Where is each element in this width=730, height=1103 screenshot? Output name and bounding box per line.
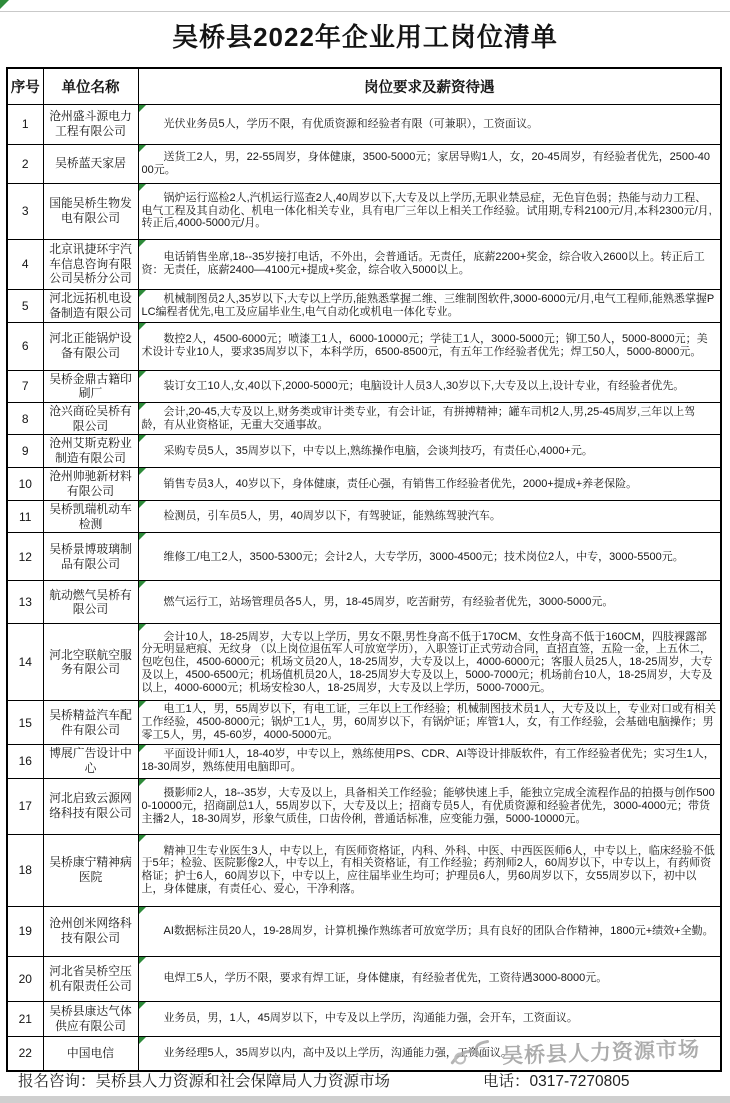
table-row <box>7 834 721 906</box>
job-table-body <box>7 104 721 1071</box>
row-serial-number: 17 <box>7 778 43 834</box>
error-triangle-icon <box>139 468 146 475</box>
header-row <box>7 68 721 104</box>
job-requirements-text: 业务员，男，1人，45周岁以下，中专及以上学历，沟通能力强，会开车，工资面议。 <box>163 1012 578 1025</box>
company-name: 吴桥精益汽车配件有限公司 <box>43 701 138 744</box>
footer <box>6 1066 724 1094</box>
job-requirements-text: 电焊工5人，学历不限，要求有焊工证，身体健康，有经验者优先，工资待遇3000-8000元。 <box>163 972 608 985</box>
table-row <box>7 289 721 322</box>
error-triangle-icon <box>139 533 146 540</box>
job-requirements-text: 摄影师2人，18--35岁，大专及以上，具备相关工作经验；能够快速上手，能独立完成全流程作品的拍摄与创作5000-10000元，招商副总1人，55周岁以下，大专及以上；招商专员5人，有优质资源和经验者优先，3000-4000元；带货主播2人，18-30周岁，形象气质佳，口齿伶俐，普通话标准，应变能力强，5000-10000元。 <box>141 787 715 825</box>
job-requirements-text: 销售专员3人，40岁以下，身体健康，责任心强，有销售工作经验者优先，2000+提成+养老保险。 <box>163 477 638 490</box>
error-triangle-icon <box>139 371 146 378</box>
error-triangle-icon <box>139 581 146 588</box>
job-requirements-text: 精神卫生专业医生3人，中专以上，有医师资格证，内科、外科、中医、中西医医师6人，中专以上，临床经验不低于5年；检验、医院影像2人，中专以上，有相关资格证，有工作经验；药剂师2人，60周岁以下，中专以上，有药师资格证；护士6人，60周岁以下，中专以上，应往届毕业生均可；护理员6人，男60周岁以下，女55周岁以下，初中以上，身体健康，有责任心、爱心，干净利落。 <box>141 844 715 895</box>
company-name: 河北正能锅炉设备有限公司 <box>43 322 138 370</box>
job-requirements-cell <box>138 906 721 956</box>
row-serial-number: 3 <box>7 183 43 239</box>
company-name: 航动燃气吴桥有限公司 <box>43 581 138 624</box>
error-triangle-icon <box>139 907 146 914</box>
company-name: 吴桥凯瑞机动车检测 <box>43 500 138 532</box>
job-requirements-text: 锅炉运行巡检2人,汽机运行巡查2人,40周岁以下,大专及以上学历,无职业禁忌症，无色盲色弱；热能与动力工程、电气工程及其自动化、机电一体化相关专业，具有电厂三年以上相关工作经验。试用期,专科2100元/月,本科2300元/月,转正后,4000-5000元/月。 <box>141 191 712 230</box>
row-serial-number: 21 <box>7 1001 43 1036</box>
company-name: 吴桥金鼎古籍印刷厂 <box>43 370 138 402</box>
row-serial-number: 1 <box>7 104 43 144</box>
row-serial-number: 18 <box>7 834 43 906</box>
error-triangle-icon <box>139 1002 146 1009</box>
header-serial: 序号 <box>7 68 43 104</box>
table-row <box>7 906 721 956</box>
error-triangle-icon <box>139 1037 146 1044</box>
job-requirements-text: 平面设计师1人，18-40岁，中专以上，熟练使用PS、CDR、AI等设计排版软件，有工作经验者优先；实习生1人，18-30周岁，熟练使用电脑即可。 <box>141 748 715 774</box>
company-name: 吴桥康宁精神病医院 <box>43 834 138 906</box>
footer-consult-text: 报名咨询：吴桥县人力资源和社会保障局人力资源市场 <box>18 1073 391 1090</box>
company-name: 吴桥县康达气体供应有限公司 <box>43 1001 138 1036</box>
error-triangle-icon <box>139 835 146 842</box>
job-table <box>6 67 722 1072</box>
error-triangle-icon <box>139 240 146 247</box>
job-requirements-cell <box>138 239 721 289</box>
job-requirements-cell <box>138 500 721 532</box>
table-row <box>7 500 721 532</box>
company-name: 北京讯捷环宇汽车信息咨询有限公司吴桥分公司 <box>43 239 138 289</box>
job-requirements-cell <box>138 144 721 183</box>
error-triangle-icon <box>139 624 146 631</box>
row-serial-number: 12 <box>7 533 43 581</box>
job-requirements-cell <box>138 289 721 322</box>
table-row <box>7 624 721 701</box>
table-row <box>7 467 721 500</box>
company-name: 河北启致云源网络科技有限公司 <box>43 778 138 834</box>
job-table-header <box>7 68 721 104</box>
job-requirements-cell <box>138 467 721 500</box>
row-serial-number: 20 <box>7 956 43 1001</box>
table-row <box>7 402 721 434</box>
error-triangle-icon <box>139 701 146 708</box>
page-corner-flag-icon <box>0 0 9 9</box>
row-serial-number: 6 <box>7 322 43 370</box>
row-serial-number: 16 <box>7 744 43 778</box>
company-name: 河北省吴桥空压机有限责任公司 <box>43 956 138 1001</box>
row-serial-number: 7 <box>7 370 43 402</box>
job-requirements-text: AI数据标注员20人，19-28周岁，计算机操作熟练者可放宽学历；具有良好的团队合作精神，1800元+绩效+全勤。 <box>163 924 714 937</box>
job-requirements-text: 业务经理5人，35周岁以内，高中及以上学历，沟通能力强，工资面议。 <box>163 1047 512 1059</box>
company-name: 沧州盛斗源电力工程有限公司 <box>43 104 138 144</box>
error-triangle-icon <box>139 957 146 964</box>
company-name: 吴桥景博玻璃制品有限公司 <box>43 533 138 581</box>
company-name: 国能吴桥生物发电有限公司 <box>43 183 138 239</box>
bottom-strip <box>0 1096 730 1103</box>
company-name: 吴桥蓝天家居 <box>43 144 138 183</box>
job-requirements-text: 燃气运行工，站场管理员各5人，男，18-45周岁，吃苦耐劳，有经验者优先，3000-5000元。 <box>163 596 614 608</box>
table-row <box>7 370 721 402</box>
table-row <box>7 956 721 1001</box>
row-serial-number: 5 <box>7 289 43 322</box>
table-row <box>7 778 721 834</box>
table-row <box>7 744 721 778</box>
table-row <box>7 701 721 744</box>
table-row <box>7 239 721 289</box>
row-serial-number: 19 <box>7 906 43 956</box>
footer-phone-text: 电话：0317-7270805 <box>483 1073 630 1090</box>
row-serial-number: 8 <box>7 402 43 434</box>
header-requirements: 岗位要求及薪资待遇 <box>138 68 721 104</box>
job-requirements-cell <box>138 104 721 144</box>
row-serial-number: 9 <box>7 435 43 467</box>
job-requirements-cell <box>138 402 721 434</box>
row-serial-number: 11 <box>7 500 43 532</box>
job-requirements-cell <box>138 322 721 370</box>
job-requirements-cell <box>138 744 721 778</box>
job-requirements-text: 电话销售坐席,18--35岁接打电话，不外出，会普通话。无责任，底薪2200+奖金，综合收入2600以上。转正后工资：无责任，底薪2400—4100元+提成+奖金，综合收入5000以上。 <box>141 251 705 276</box>
table-row <box>7 144 721 183</box>
error-triangle-icon <box>139 323 146 330</box>
job-requirements-text: 光伏业务员5人，学历不限，有优质资源和经验者有限（可兼职），工资面议。 <box>163 117 539 130</box>
error-triangle-icon <box>139 145 146 152</box>
row-serial-number: 15 <box>7 701 43 744</box>
table-row <box>7 435 721 467</box>
table-row <box>7 322 721 370</box>
error-triangle-icon <box>139 779 146 786</box>
job-requirements-cell <box>138 624 721 701</box>
job-requirements-text: 机械制图员2人,35岁以下,大专以上学历,能熟悉掌握二维、三维制图软件,3000-6000元/月,电气工程师,能熟悉掌握PLC编程者优先,电工及应届毕业生,电气自动化或机电一体化专业。 <box>141 292 715 318</box>
top-gridline <box>0 11 730 12</box>
error-triangle-icon <box>139 105 146 112</box>
job-requirements-text: 送货工2人，男，22-55周岁，身体健康，3500-5000元；家居导购1人，女，20-45周岁，有经验者优先，2500-4000元。 <box>141 150 710 176</box>
job-requirements-cell <box>138 778 721 834</box>
company-name: 中国电信 <box>43 1036 138 1071</box>
job-requirements-cell <box>138 533 721 581</box>
job-requirements-text: 数控2人，4500-6000元；喷漆工1人，6000-10000元；学徒工1人，3000-5000元；铆工50人，5000-8000元；美术设计专业10人，要求35周岁以下，本科学历，6500-8500元，有五年工作经验者优先；焊工50人，5000-8000元。 <box>141 333 708 358</box>
company-name: 河北远拓机电设备制造有限公司 <box>43 289 138 322</box>
table-row <box>7 533 721 581</box>
job-requirements-text: 会计,20-45,大专及以上,财务类或审计类专业，有会计证，有拼搏精神；罐车司机2人,男,25-45周岁,三年以上驾龄，有从业资格证，无重大交通事故。 <box>141 405 696 431</box>
company-name: 河北空联航空服务有限公司 <box>43 624 138 701</box>
job-requirements-text: 装订女工10人,女,40以下,2000-5000元；电脑设计人员3人,30岁以下,大专及以上,设计专业，有经验者优先。 <box>163 379 685 392</box>
error-triangle-icon <box>139 501 146 508</box>
row-serial-number: 14 <box>7 624 43 701</box>
job-requirements-cell <box>138 370 721 402</box>
company-name: 博展广告设计中心 <box>43 744 138 778</box>
watermark-text: 吴桥县人力资源市场 <box>501 1037 701 1068</box>
row-serial-number: 22 <box>7 1036 43 1071</box>
job-requirements-cell <box>138 1001 721 1036</box>
table-row <box>7 183 721 239</box>
header-company: 单位名称 <box>43 68 138 104</box>
job-requirements-text: 检测员，引车员5人，男，40周岁以下，有驾驶证，能熟练驾驶汽车。 <box>163 510 501 523</box>
job-requirements-text: 维修工/电工2人，3500-5300元；会计2人，大专学历，3000-4500元；技术岗位2人，中专，3000-5500元。 <box>163 550 684 563</box>
error-triangle-icon <box>139 184 146 191</box>
error-triangle-icon <box>139 435 146 442</box>
job-requirements-cell <box>138 581 721 624</box>
job-requirements-cell <box>138 956 721 1001</box>
error-triangle-icon <box>139 403 146 410</box>
row-serial-number: 2 <box>7 144 43 183</box>
company-name: 沧州创米网络科技有限公司 <box>43 906 138 956</box>
error-triangle-icon <box>139 290 146 297</box>
error-triangle-icon <box>139 745 146 752</box>
row-serial-number: 10 <box>7 467 43 500</box>
job-requirements-cell <box>138 183 721 239</box>
job-requirements-text: 采购专员5人，35周岁以下，中专以上,熟练操作电脑，会谈判技巧，有责任心,4000+元。 <box>163 444 593 457</box>
job-requirements-cell <box>138 435 721 467</box>
job-requirements-cell <box>138 834 721 906</box>
job-requirements-text: 会计10人，18-25周岁，大专以上学历，男女不限,男性身高不低于170CM、女性身高不低于160CM，四肢裸露部分无明显疤痕、无纹身 （以上岗位退伍军人可放宽学历），入职签订正式劳动合同，直招直签，五险一金，上五休二，包吃包住，4500-6000元；机场文员20人，18-25周岁，大专及以上，4000-6000元；客服人员25人，18-25周岁，大专及以上，4500-6500元；机场值机员20人，18-25周岁大专及以上，5000-7000元；机场前台10人，18-25周岁，大专及以上，4000-6000元；机场安检30人，18-25周岁，大专及以上学历，5000-7000元。 <box>141 630 713 694</box>
table-row <box>7 104 721 144</box>
row-serial-number: 4 <box>7 239 43 289</box>
table-row <box>7 1001 721 1036</box>
job-requirements-cell <box>138 701 721 744</box>
page-title: 吴桥县2022年企业用工岗位清单 <box>172 22 558 52</box>
job-requirements-text: 电工1人，男，55周岁以下，有电工证，三年以上工作经验；机械制图技术员1人，大专及以上，专业对口或有相关工作经验，4500-8000元；锅炉工1人，男，60周岁以下，有锅炉证；库管1人，女，有工作经验，会基础电脑操作；男零工5人，男，45-60岁，4000-5000元。 <box>141 703 716 741</box>
company-name: 沧州帅驰新材料有限公司 <box>43 467 138 500</box>
table-row <box>7 581 721 624</box>
company-name: 沧州艾斯克粉业制造有限公司 <box>43 435 138 467</box>
row-serial-number: 13 <box>7 581 43 624</box>
company-name: 沧兴商砼吴桥有限公司 <box>43 402 138 434</box>
